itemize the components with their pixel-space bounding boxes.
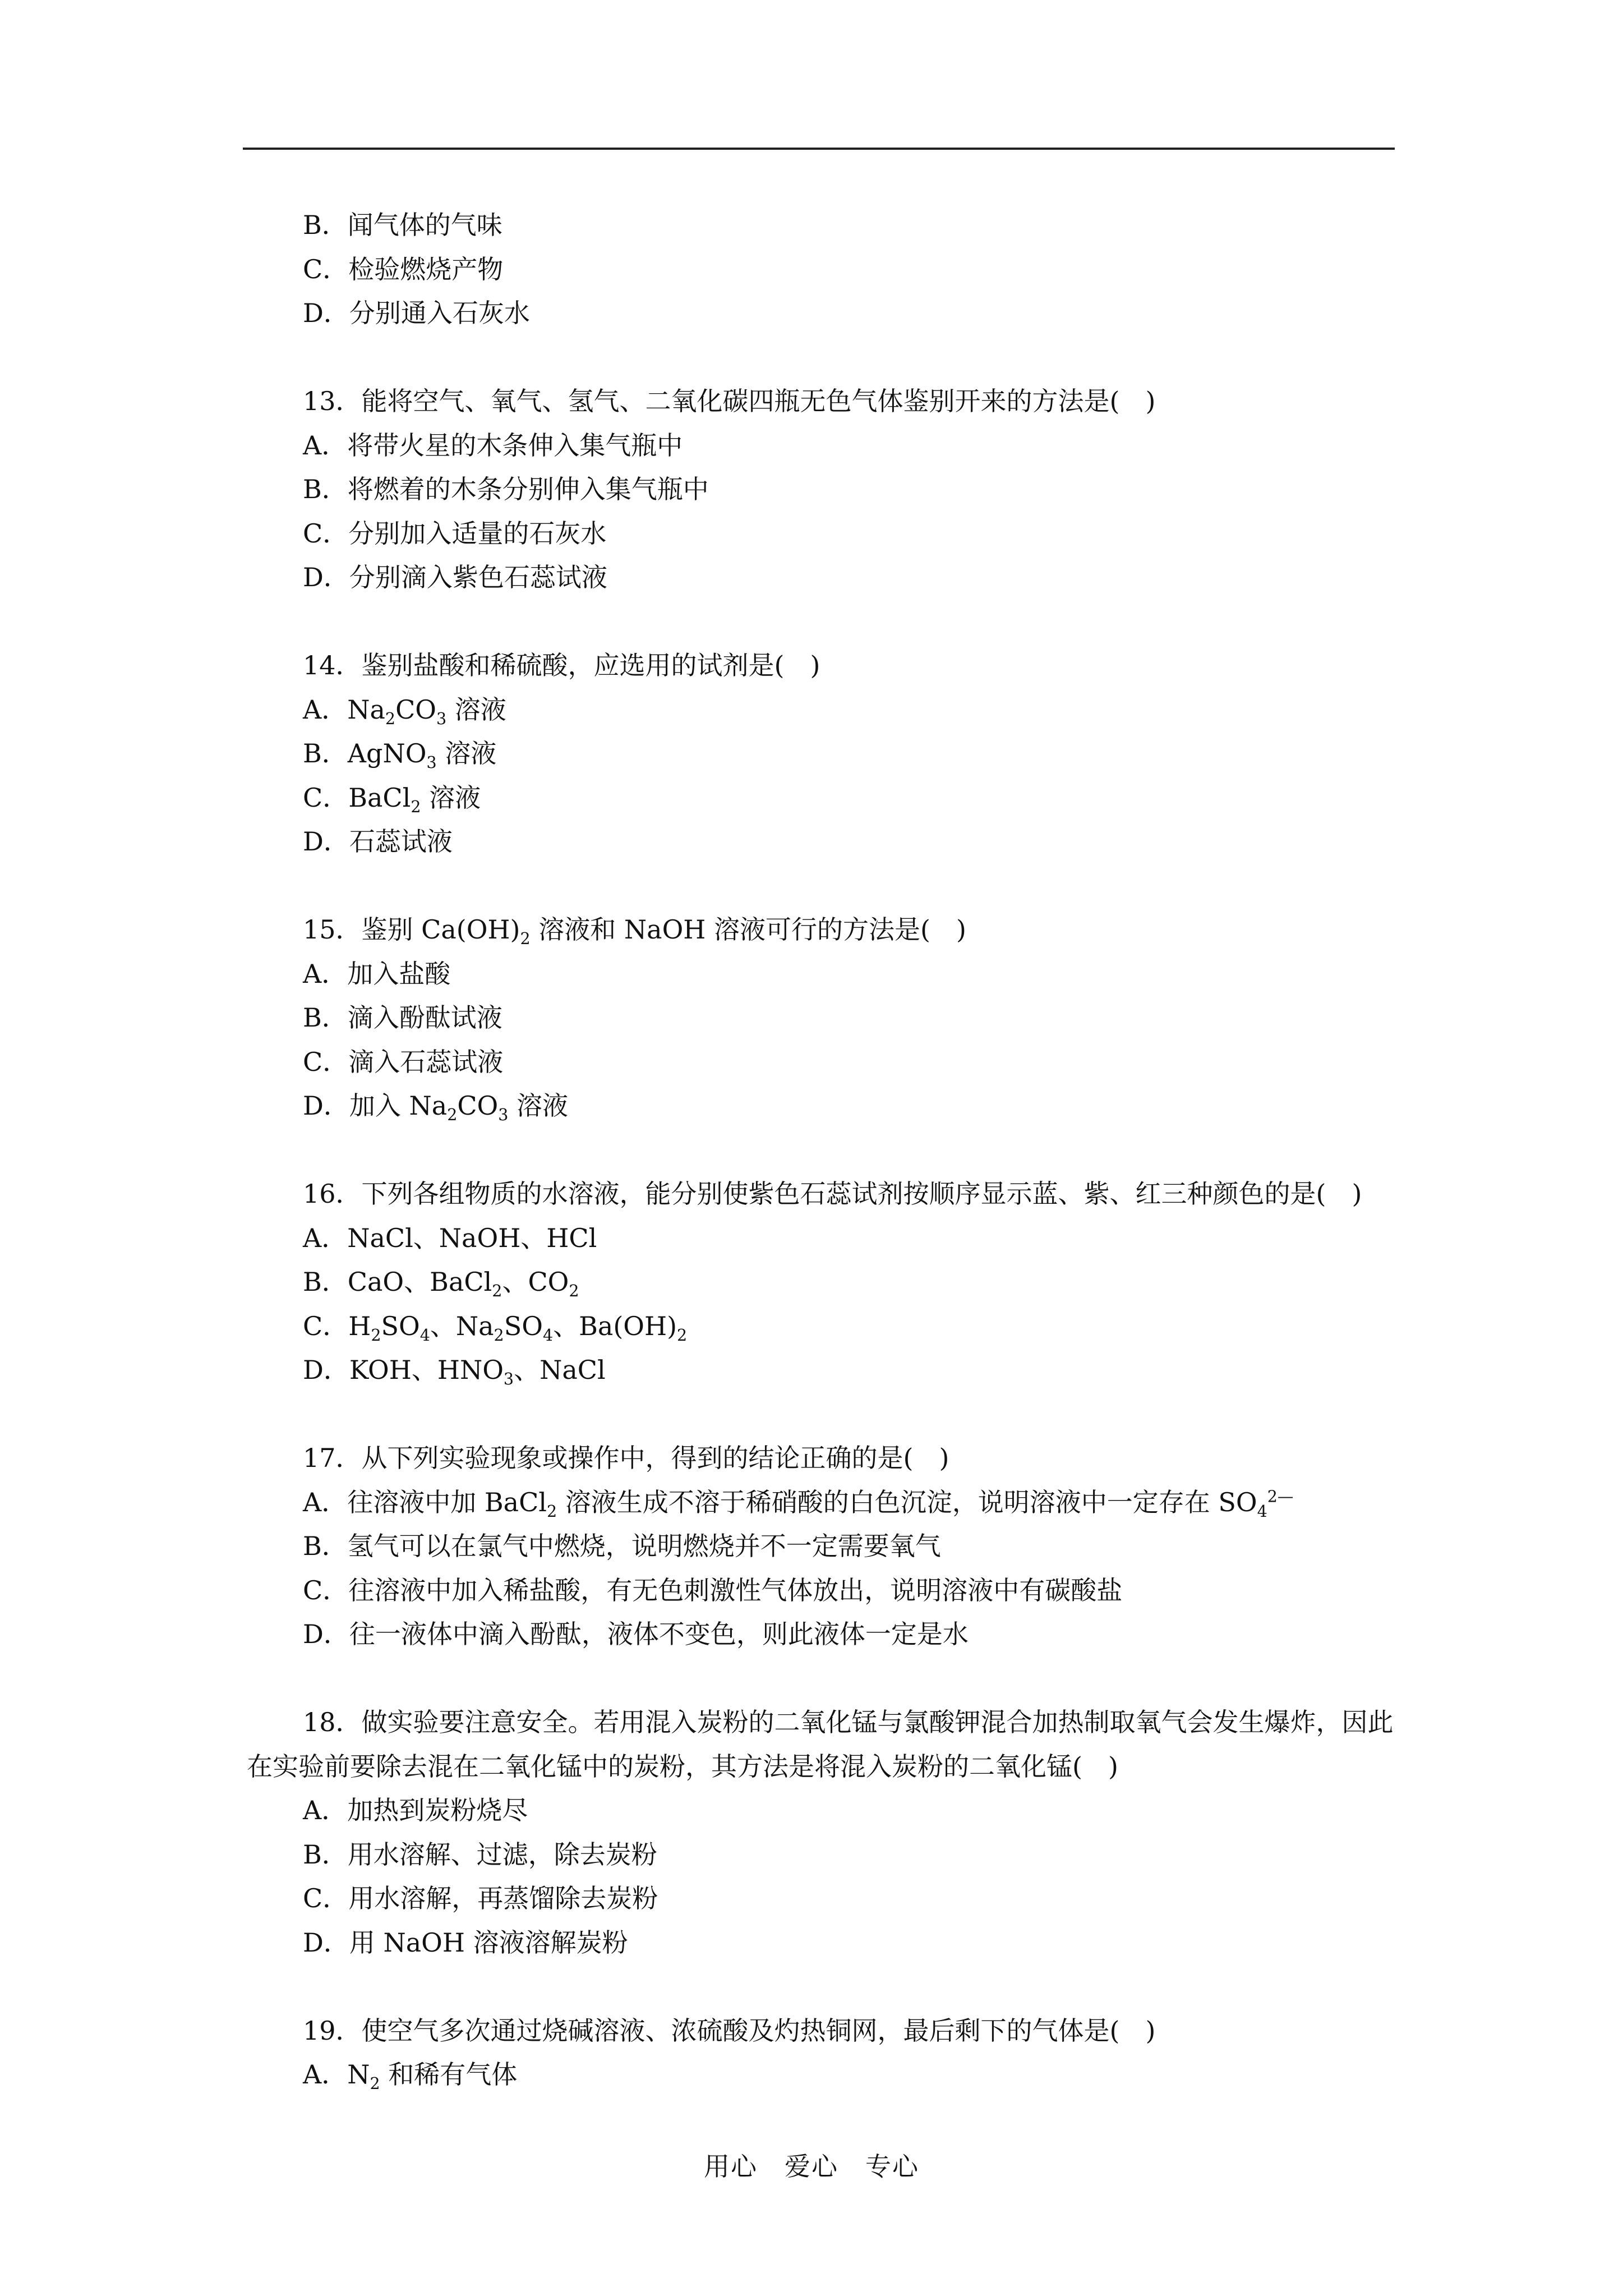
option-c <box>247 776 1402 820</box>
option-c: C．滴入石蕊试液 <box>303 1046 504 1077</box>
subscript: 2 <box>371 1326 381 1345</box>
option-d: D．石蕊试液 <box>303 826 453 857</box>
text-segment: 、NaCl <box>514 1355 606 1385</box>
option-a: A．将带火星的木条伸入集气瓶中 <box>303 430 683 461</box>
text-segment: A．N <box>303 2059 370 2090</box>
page-footer: 用心 爱心 专心 <box>704 2151 919 2182</box>
option-d: D．用 NaOH 溶液溶解炭粉 <box>303 1927 628 1958</box>
text-segment: 、Na <box>430 1310 494 1341</box>
subscript: 2 <box>569 1282 579 1301</box>
subscript: 3 <box>503 1370 514 1389</box>
text-segment: 溶液 <box>421 782 481 813</box>
subscript: 2 <box>447 1106 458 1125</box>
subscript: 2 <box>492 1282 502 1301</box>
option-d <box>247 1084 1402 1128</box>
option-c: C．往溶液中加入稀盐酸，有无色刺激性气体放出，说明溶液中有碳酸盐 <box>303 1575 1123 1605</box>
option-b: B．用水溶解、过滤，除去炭粉 <box>303 1839 657 1870</box>
option-c: C．用水溶解，再蒸馏除去炭粉 <box>303 1883 658 1913</box>
superscript: 2— <box>1267 1487 1294 1506</box>
option-d: D．分别通入石灰水 <box>303 298 530 328</box>
subscript: 4 <box>1257 1502 1267 1521</box>
subscript: 4 <box>542 1326 554 1345</box>
option-a <box>247 1480 1402 1525</box>
subscript: 2 <box>385 709 396 728</box>
question-18 <box>247 1700 1402 1964</box>
question-15 <box>247 908 1402 1128</box>
subscript: 4 <box>419 1326 430 1345</box>
question-stem: 13．能将空气、氧气、氢气、二氧化碳四瓶无色气体鉴别开来的方法是( ) <box>303 386 1156 416</box>
text-segment: 、CO <box>502 1267 569 1297</box>
option-b: B．滴入酚酞试液 <box>303 1002 502 1033</box>
subscript: 3 <box>436 709 447 728</box>
option-a: A．NaCl、NaOH、HCl <box>303 1222 597 1253</box>
subscript: 2 <box>370 2074 380 2093</box>
question-stem: 16．下列各组物质的水溶液，能分别使紫色石蕊试剂按顺序显示蓝、紫、红三种颜色的是( ) <box>303 1179 1362 1209</box>
option-b: B．将燃着的木条分别伸入集气瓶中 <box>303 474 709 504</box>
option-a: A．加入盐酸 <box>303 958 451 989</box>
question-16 <box>247 1172 1402 1392</box>
text-segment: A．Na <box>303 694 385 725</box>
option-a: A．加热到炭粉烧尽 <box>303 1795 528 1825</box>
question-stem: 19．使空气多次通过烧碱溶液、浓硫酸及灼热铜网，最后剩下的气体是( ) <box>303 2015 1156 2046</box>
subscript: 2 <box>520 930 531 949</box>
text-segment: 和稀有气体 <box>380 2059 518 2090</box>
question-stem: 18．做实验要注意安全。若用混入炭粉的二氧化锰与氯酸钾混合加热制取氧气会发生爆炸，因此在实验前要除去混在二氧化锰中的炭粉，其方法是将混入炭粉的二氧化锰( ) <box>247 1707 1394 1782</box>
text-segment: D．KOH、HNO <box>303 1355 504 1385</box>
option-c: C．检验燃烧产物 <box>303 254 504 284</box>
option-b <box>247 1260 1402 1304</box>
question-stem <box>247 908 1402 952</box>
question-19 <box>247 2009 1402 2097</box>
text-segment: SO <box>504 1310 543 1341</box>
text-segment: C．BaCl <box>303 782 411 813</box>
header-rule <box>243 148 1395 150</box>
option-d: D．分别滴入紫色石蕊试液 <box>303 562 607 592</box>
subscript: 3 <box>426 753 437 772</box>
option-b: B．闻气体的气味 <box>303 210 502 240</box>
text-segment: SO <box>381 1310 420 1341</box>
subscript: 2 <box>546 1502 557 1521</box>
option-c: C．分别加入适量的石灰水 <box>303 518 607 549</box>
text-segment: CO <box>457 1091 499 1121</box>
text-segment: 溶液 <box>446 694 506 725</box>
option-b: B．氢气可以在氯气中燃烧，说明燃烧并不一定需要氧气 <box>303 1531 941 1561</box>
text-segment: A．往溶液中加 BaCl <box>303 1487 547 1517</box>
subscript: 2 <box>494 1326 504 1345</box>
text-segment: 15．鉴别 Ca(OH) <box>303 914 520 945</box>
text-segment: 溶液和 NaOH 溶液可行的方法是( ) <box>530 914 966 945</box>
question-17 <box>247 1436 1402 1657</box>
option-a <box>247 688 1402 732</box>
text-segment: B．AgNO <box>303 738 427 769</box>
option-c <box>247 1304 1402 1349</box>
text-segment: CO <box>395 694 436 725</box>
question-list <box>247 203 1402 2141</box>
text-segment: D．加入 Na <box>303 1091 448 1121</box>
subscript: 2 <box>677 1326 688 1345</box>
question-12-continued <box>247 203 1402 335</box>
subscript: 3 <box>498 1106 509 1125</box>
text-segment: B．CaO、BaCl <box>303 1267 492 1297</box>
question-stem: 17．从下列实验现象或操作中，得到的结论正确的是( ) <box>303 1443 949 1473</box>
text-segment: 、Ba(OH) <box>553 1310 677 1341</box>
option-b <box>247 731 1402 776</box>
option-d <box>247 1348 1402 1392</box>
text-segment: 溶液 <box>436 738 497 769</box>
text-segment: 溶液生成不溶于稀硝酸的白色沉淀，说明溶液中一定存在 SO <box>557 1487 1257 1517</box>
option-d: D．往一液体中滴入酚酞，液体不变色，则此液体一定是水 <box>303 1619 969 1649</box>
question-stem: 14．鉴别盐酸和稀硫酸，应选用的试剂是( ) <box>303 650 820 680</box>
text-segment: C．H <box>303 1310 371 1341</box>
subscript: 2 <box>411 797 421 816</box>
question-14 <box>247 643 1402 864</box>
question-13 <box>247 379 1402 600</box>
option-a <box>247 2053 1402 2097</box>
text-segment: 溶液 <box>508 1091 569 1121</box>
